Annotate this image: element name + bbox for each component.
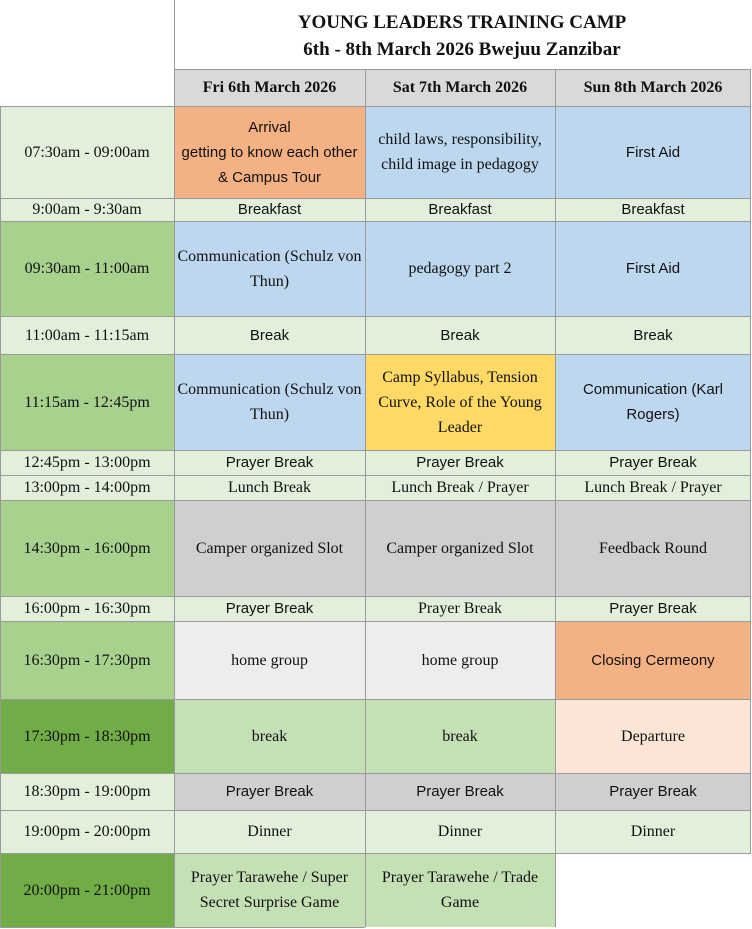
activity-cell: Break (555, 316, 751, 354)
activity-cell: Break (365, 316, 555, 354)
activity-cell: Prayer Break (174, 596, 365, 621)
activity-cell: Camper organized Slot (365, 500, 555, 596)
time-slot: 16:30pm - 17:30pm (0, 621, 174, 699)
time-slot: 18:30pm - 19:00pm (0, 773, 174, 810)
time-slot: 17:30pm - 18:30pm (0, 699, 174, 773)
grid-line (555, 69, 556, 106)
time-slot: 13:00pm - 14:00pm (0, 475, 174, 500)
grid-line (0, 221, 751, 222)
grid-line (0, 354, 751, 355)
grid-line (0, 699, 751, 700)
grid-line (0, 500, 751, 501)
activity-cell: Lunch Break / Prayer (365, 475, 555, 500)
activity-cell: Departure (555, 699, 751, 773)
activity-cell: Prayer Break (555, 596, 751, 621)
grid-line (365, 69, 366, 106)
grid-line (0, 596, 751, 597)
day-header-3: Sun 8th March 2026 (555, 69, 751, 106)
activity-cell: Lunch Break (174, 475, 365, 500)
activity-cell: Prayer Tarawehe / Trade Game (365, 853, 555, 927)
grid-line (174, 0, 175, 106)
activity-cell: Dinner (174, 810, 365, 853)
grid-line (0, 106, 1, 927)
activity-cell: Prayer Break (174, 773, 365, 810)
activity-cell: Camp Syllabus, Tension Curve, Role of the Young Leader (365, 354, 555, 450)
grid-line (0, 475, 751, 476)
activity-cell: Breakfast (174, 198, 365, 221)
time-slot: 11:00am - 11:15am (0, 316, 174, 354)
activity-cell: home group (174, 621, 365, 699)
day-header-1: Fri 6th March 2026 (174, 69, 365, 106)
activity-cell: Breakfast (365, 198, 555, 221)
grid-line (750, 69, 751, 853)
activity-cell: Closing Cermeony (555, 621, 751, 699)
activity-cell: Prayer Break (174, 450, 365, 475)
activity-cell: Dinner (555, 810, 751, 853)
time-slot: 16:00pm - 16:30pm (0, 596, 174, 621)
activity-cell: Prayer Break (365, 596, 555, 621)
grid-line (0, 773, 751, 774)
activity-cell: Prayer Break (365, 450, 555, 475)
grid-line (555, 106, 556, 927)
activity-cell: child laws, responsibility, child image in pedagogy (365, 106, 555, 198)
time-slot: 14:30pm - 16:00pm (0, 500, 174, 596)
camp-title-line2: 6th - 8th March 2026 Bwejuu Zanzibar (303, 39, 621, 60)
activity-cell: Breakfast (555, 198, 751, 221)
time-slot: 09:30am - 11:00am (0, 221, 174, 316)
grid-line (0, 927, 365, 928)
grid-line (0, 198, 751, 199)
time-slot: 20:00pm - 21:00pm (0, 853, 174, 927)
activity-cell: break (365, 699, 555, 773)
activity-cell: Prayer Tarawehe / Super Secret Surprise Game (174, 853, 365, 927)
activity-cell (555, 853, 751, 927)
day-header-2: Sat 7th March 2026 (365, 69, 555, 106)
time-slot: 12:45pm - 13:00pm (0, 450, 174, 475)
activity-cell: Prayer Break (555, 450, 751, 475)
grid-line (0, 106, 751, 107)
grid-line (174, 106, 175, 927)
grid-line (174, 69, 751, 70)
activity-cell: pedagogy part 2 (365, 221, 555, 316)
activity-cell: Camper organized Slot (174, 500, 365, 596)
time-slot: 19:00pm - 20:00pm (0, 810, 174, 853)
time-slot: 11:15am - 12:45pm (0, 354, 174, 450)
activity-cell: Lunch Break / Prayer (555, 475, 751, 500)
activity-cell: home group (365, 621, 555, 699)
time-slot: 9:00am - 9:30am (0, 198, 174, 221)
grid-line (0, 853, 751, 854)
activity-cell: Communication (Schulz von Thun) (174, 354, 365, 450)
grid-line (365, 106, 366, 927)
grid-line (0, 450, 751, 451)
time-slot: 07:30am - 09:00am (0, 106, 174, 198)
activity-cell: Break (174, 316, 365, 354)
activity-cell: Arrival getting to know each other & Campus Tour (174, 106, 365, 198)
grid-line (0, 621, 751, 622)
activity-cell: Feedback Round (555, 500, 751, 596)
activity-cell: Communication (Schulz von Thun) (174, 221, 365, 316)
grid-line (0, 810, 751, 811)
activity-cell: First Aid (555, 221, 751, 316)
grid-line (0, 316, 751, 317)
camp-title (174, 3, 750, 69)
activity-cell: First Aid (555, 106, 751, 198)
activity-cell: break (174, 699, 365, 773)
camp-title-line1: YOUNG LEADERS TRAINING CAMP (297, 12, 627, 33)
activity-cell: Prayer Break (365, 773, 555, 810)
activity-cell: Dinner (365, 810, 555, 853)
activity-cell: Prayer Break (555, 773, 751, 810)
activity-cell: Communication (Karl Rogers) (555, 354, 751, 450)
